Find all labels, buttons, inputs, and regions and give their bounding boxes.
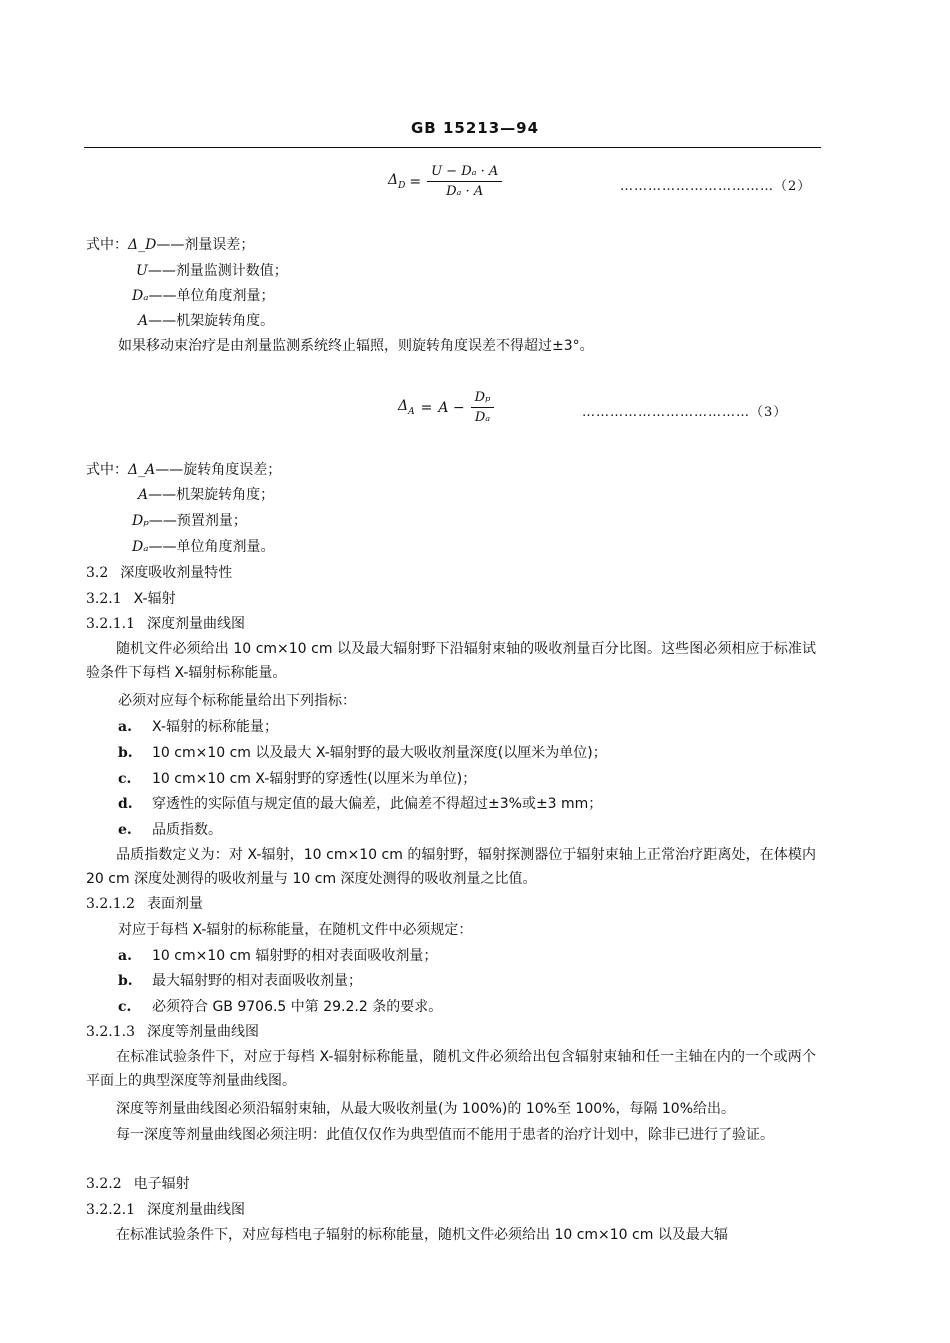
eq2-term: A——机架旋转角度。 — [138, 313, 275, 329]
section-heading: 3.2.1 X-辐射 — [86, 591, 176, 607]
paragraph: 每一深度等剂量曲线图必须注明：此值仅仅作为典型值而不能用于患者的治疗计划中，除非已进行了验证。 — [116, 1127, 774, 1143]
eq2-term: 式中：Δ_D——剂量误差； — [86, 237, 255, 253]
eq3-number: ………………………………（3） — [582, 405, 788, 420]
list-item: d. 穿透性的实际值与规定值的最大偏差，此偏差不得超过±3%或±3 mm； — [118, 796, 603, 812]
paragraph: 在标准试验条件下，对应每档电子辐射的标称能量，随机文件必须给出 10 cm×10 cm 以及最大辐 — [116, 1227, 728, 1243]
list-item: c. 必须符合 GB 9706.5 中第 29.2.2 条的要求。 — [118, 999, 443, 1015]
eq2-equals: = — [409, 173, 422, 190]
eq2-number: ……………………………（2） — [620, 179, 812, 194]
eq3-lhs: $\Delta_A$ — [398, 398, 415, 417]
section-heading: 3.2.1.3 深度等剂量曲线图 — [86, 1024, 259, 1040]
list-item: e. 品质指数。 — [118, 822, 222, 838]
equation-3 — [398, 390, 494, 425]
paragraph: 随机文件必须给出 10 cm×10 cm 以及最大辐射野下沿辐射束轴的吸收剂量百分比图。这些图必须相应于标准试验条件下每档 X-辐射标称能量。 — [86, 641, 816, 681]
equation-2 — [388, 164, 502, 199]
eq2-lhs: $\Delta_D$ — [388, 172, 406, 191]
eq2-term: U——剂量监测计数值； — [136, 263, 288, 279]
section-heading: 3.2.2.1 深度剂量曲线图 — [86, 1202, 245, 1218]
eq2-denominator: Dₐ · A — [446, 184, 484, 199]
header-rule — [84, 147, 821, 148]
standard-code: GB 15213—94 — [410, 119, 540, 137]
list-item: a. X-辐射的标称能量； — [118, 719, 278, 735]
eq2-term: Dₐ——单位角度剂量； — [132, 288, 275, 304]
eq3-denominator: Dₐ — [474, 410, 491, 425]
paragraph: 必须对应每个标称能量给出下列指标： — [118, 693, 356, 709]
eq3-term: A——机架旋转角度； — [138, 487, 275, 503]
paragraph: 深度等剂量曲线图必须沿辐射束轴，从最大吸收剂量(为 100%)的 10%至 100%，每隔 10%给出。 — [116, 1101, 736, 1117]
paragraph: 对应于每档 X-辐射的标称能量，在随机文件中必须规定： — [118, 922, 473, 938]
eq3-term: Dₐ——单位角度剂量。 — [132, 539, 275, 555]
eq3-fraction — [471, 390, 495, 425]
section-heading: 3.2 深度吸收剂量特性 — [86, 565, 233, 581]
eq3-term: 式中：Δ_A——旋转角度误差； — [86, 462, 282, 478]
list-item: c. 10 cm×10 cm X-辐射野的穿透性(以厘米为单位)； — [118, 771, 477, 787]
paragraph: 品质指数定义为：对 X-辐射，10 cm×10 cm 的辐射野，辐射探测器位于辐射束轴上正常治疗距离处，在体模内 20 cm 深度处测得的吸收剂量与 10 cm 深度处测得的吸收剂量之比值。 — [86, 847, 816, 887]
eq3-lead: A − — [438, 399, 465, 416]
eq3-equals: = — [420, 399, 433, 416]
eq2-numerator: U − Dₐ · A — [427, 164, 502, 182]
section-heading: 3.2.1.2 表面剂量 — [86, 896, 203, 912]
list-item: a. 10 cm×10 cm 辐射野的相对表面吸收剂量； — [118, 948, 438, 964]
eq3-numerator: Dₚ — [471, 390, 495, 408]
list-item: b. 10 cm×10 cm 以及最大 X-辐射野的最大吸收剂量深度(以厘米为单位)； — [118, 745, 607, 761]
list-item: b. 最大辐射野的相对表面吸收剂量； — [118, 973, 362, 989]
eq3-term: Dₚ——预置剂量； — [132, 513, 247, 529]
paragraph: 在标准试验条件下，对应于每档 X-辐射标称能量，随机文件必须给出包含辐射束轴和任一主轴在内的一个或两个平面上的典型深度等剂量曲线图。 — [86, 1049, 816, 1089]
section-heading: 3.2.1.1 深度剂量曲线图 — [86, 616, 245, 632]
section-heading: 3.2.2 电子辐射 — [86, 1176, 190, 1192]
rotation-limit-text: 如果移动束治疗是由剂量监测系统终止辐照，则旋转角度误差不得超过±3°。 — [118, 338, 594, 354]
eq2-fraction — [427, 164, 502, 199]
